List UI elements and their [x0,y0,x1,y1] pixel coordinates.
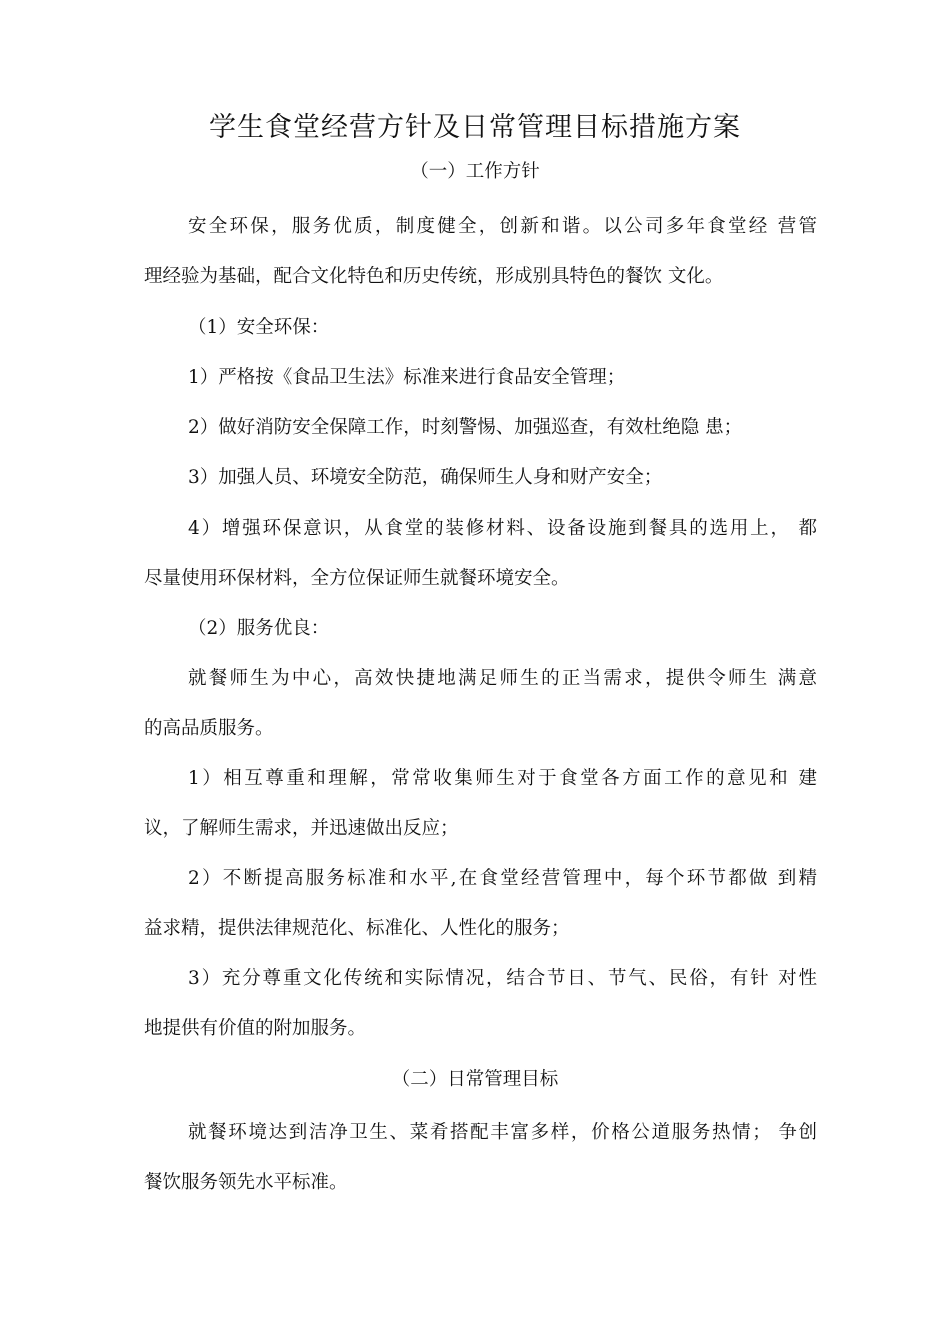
list-item: 3）加强人员、环境安全防范，确保师生人身和财产安全； [188,467,663,488]
paragraph-line: 就餐环境达到洁净卫生、菜肴搭配丰富多样，价格公道服务热情； 争创 [188,1122,817,1143]
subsection-heading-safety: （1）安全环保： [188,317,330,338]
list-item: 1）严格按《食品卫生法》标准来进行食品安全管理； [188,367,626,388]
document-title: 学生食堂经营方针及日常管理目标措施方案 [209,112,741,143]
paragraph-line: 餐饮服务领先水平标准。 [144,1172,348,1193]
paragraph-line: 就餐师生为中心，高效快捷地满足师生的正当需求，提供令师生 满意 [188,668,817,689]
paragraph-line: 安全环保，服务优质，制度健全，创新和谐。以公司多年食堂经 营管 [188,216,817,237]
subsection-heading-service: （2）服务优良： [188,618,330,639]
list-item-continuation: 尽量使用环保材料，全方位保证师生就餐环境安全。 [144,568,570,589]
section-heading-daily-goals: （二）日常管理目标 [391,1069,559,1090]
list-item: 2）不断提高服务标准和水平,在食堂经营管理中，每个环节都做 到精 [188,868,817,889]
list-item: 4）增强环保意识，从食堂的装修材料、设备设施到餐具的选用上， 都 [188,518,817,539]
list-item-continuation: 议，了解师生需求，并迅速做出反应； [144,818,459,839]
paragraph-line: 的高品质服务。 [144,718,274,739]
list-item: 2）做好消防安全保障工作，时刻警惕、加强巡查，有效杜绝隐 患； [188,417,743,438]
section-heading-work-policy: （一）工作方针 [410,161,540,182]
list-item-continuation: 益求精，提供法律规范化、标准化、人性化的服务； [144,918,570,939]
list-item-continuation: 地提供有价值的附加服务。 [144,1018,367,1039]
paragraph-line: 理经验为基础，配合文化特色和历史传统，形成别具特色的餐饮 文化。 [144,266,724,287]
list-item: 3）充分尊重文化传统和实际情况，结合节日、节气、民俗，有针 对性 [188,968,817,989]
list-item: 1）相互尊重和理解，常常收集师生对于食堂各方面工作的意见和 建 [188,768,817,789]
